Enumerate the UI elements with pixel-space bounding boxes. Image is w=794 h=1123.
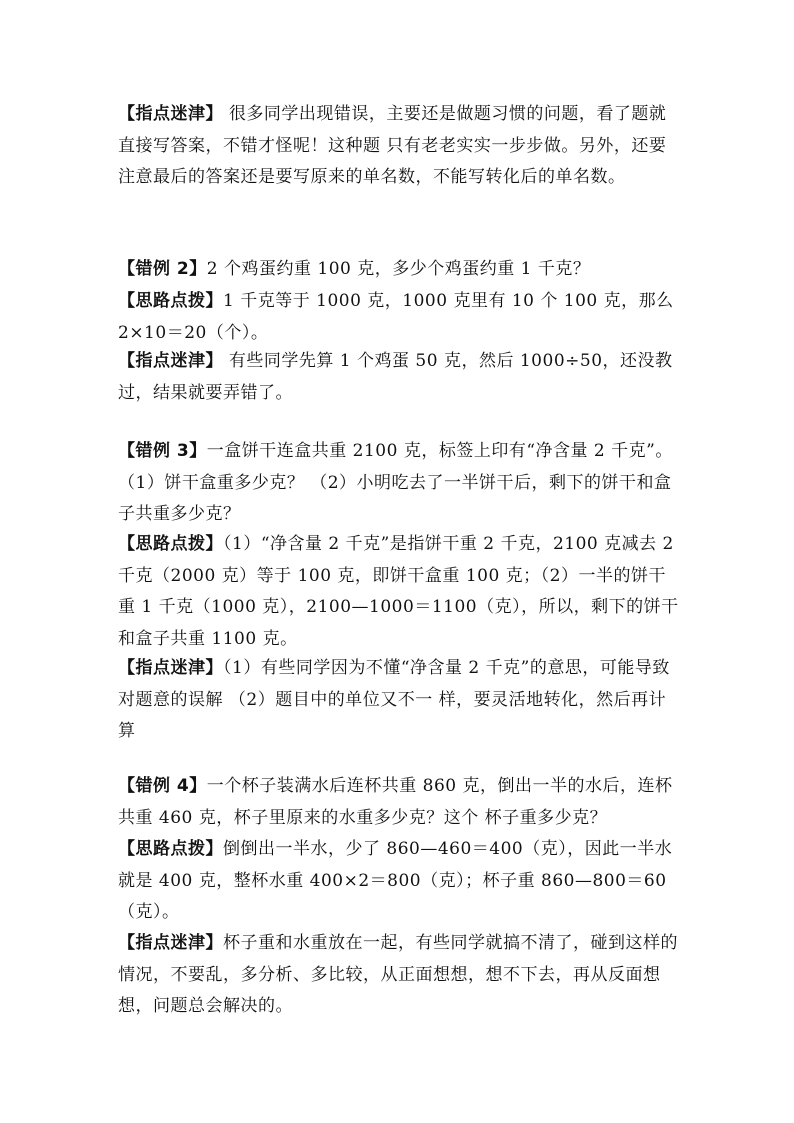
hint-label: 【思路点拨】 [118, 839, 223, 859]
hint-text: 1 千克等于 1000 克，1000 克里有 10 个 100 克，那么 2×10＝20（个）。 [118, 291, 674, 343]
tip-label: 【指点迷津】 [118, 104, 223, 124]
error-example-3 [118, 436, 683, 531]
hint-label: 【思路点拨】 [118, 291, 223, 311]
hint-label: 【思路点拨】 [118, 534, 223, 554]
example-label: 【错例 4】 [118, 776, 207, 796]
tip-paragraph-3 [118, 653, 683, 748]
tip-label: 【指点迷津】 [118, 933, 223, 953]
tip-label: 【指点迷津】 [118, 351, 223, 371]
hint-text: （1）“净含量 2 千克”是指饼干重 2 千克，2100 克减去 2 千克（2000 克）等于 100 克，即饼干盒重 100 克；（2）一半的饼干重 1 千克（1000 克），2100—1000＝1100（克），所以，剩下的饼干和盒子共重 1100 克。 [118, 534, 679, 649]
tip-text: 很多同学出现错误，主要还是做题习惯的问题，看了题就直接写答案，不错才怪呢！这种题 只有老老实实一步步做。另外，还要注意最后的答案还是要写原来的单名数，不能写转化后的单名数。 [118, 104, 667, 187]
hint-paragraph-4 [118, 834, 683, 929]
hint-paragraph-2 [118, 286, 683, 349]
example-label: 【错例 2】 [118, 259, 207, 279]
hint-text: 倒倒出一半水，少了 860—460＝400（克），因此一半水就是 400 克，整杯水重 400×2＝800（克）；杯子重 860—800＝60（克）。 [118, 839, 673, 922]
example-text: 一盒饼干连盒共重 2100 克，标签上印有“净含量 2 千克”。（1）饼干盒重多少克？ （2）小明吃去了一半饼干后，剩下的饼干和盒子共重多少克？ [118, 441, 673, 524]
example-text: 一个杯子装满水后连杯共重 860 克，倒出一半的水后，连杯共重 460 克，杯子里原来的水重多少克？这个 杯子重多少克？ [118, 776, 673, 828]
example-label: 【错例 3】 [118, 441, 207, 461]
hint-paragraph-3 [118, 529, 683, 655]
example-text: 2 个鸡蛋约重 100 克，多少个鸡蛋约重 1 千克？ [206, 259, 591, 279]
error-example-4 [118, 771, 683, 834]
tip-paragraph-4 [118, 928, 683, 1023]
tip-text: 有些同学先算 1 个鸡蛋 50 克，然后 1000÷50，还没教过，结果就要弄错了。 [118, 351, 673, 403]
tip-text: （1）有些同学因为不懂“净含量 2 千克”的意思，可能导致对题意的误解 （2）题目中的单位又不一 样，要灵活地转化，然后再计算 [118, 658, 670, 741]
error-example-2 [118, 254, 683, 286]
tip-paragraph-2 [118, 346, 683, 409]
tip-text: 杯子重和水重放在一起，有些同学就搞不清了，碰到这样的情况，不要乱，多分析、多比较，从正面想想，想不下去，再从反面想想，问题总会解决的。 [118, 933, 678, 1016]
tip-paragraph-1 [118, 99, 683, 194]
tip-label: 【指点迷津】 [118, 658, 223, 678]
